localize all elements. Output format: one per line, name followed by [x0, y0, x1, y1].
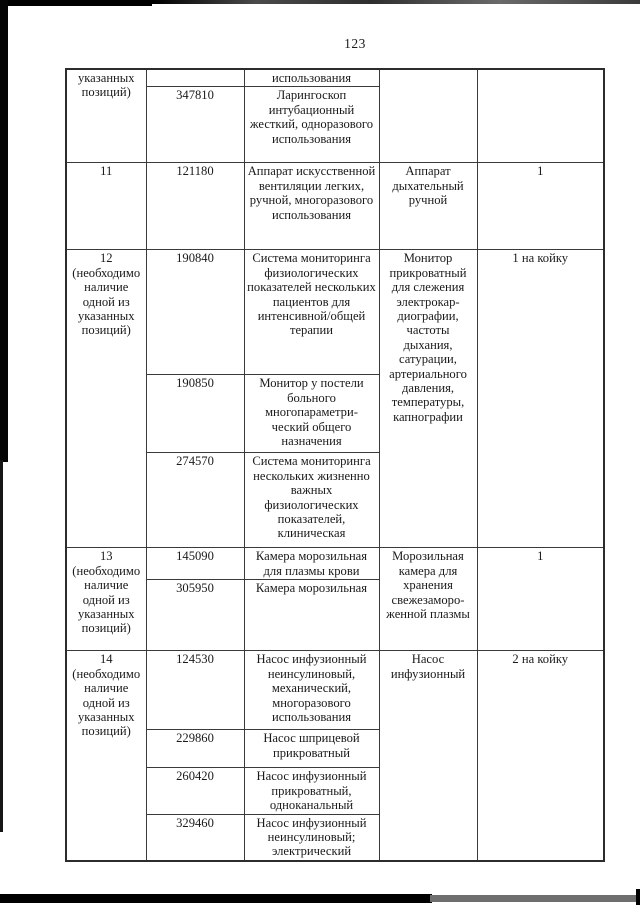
scan-artifact-left-bar	[0, 0, 8, 462]
name-cell: Насос инфузионный неинсулиновый; электрический	[244, 814, 379, 861]
name-cell: Камера морозильная	[244, 580, 379, 651]
scan-artifact-bottom-bar	[0, 894, 432, 903]
quantity-cell	[477, 69, 604, 163]
table-row	[66, 651, 604, 730]
page-number: 123	[344, 36, 366, 51]
quantity-cell: 1	[477, 163, 604, 250]
code-cell: 229860	[146, 730, 244, 768]
quantity-cell: 1 на койку	[477, 250, 604, 548]
scan-artifact-bottom-bar-gray	[430, 895, 640, 902]
table-row	[66, 548, 604, 580]
name-cell: Насос инфузионный неинсулиновый, механический, многоразового использования	[244, 651, 379, 730]
code-cell: 329460	[146, 814, 244, 861]
code-cell: 274570	[146, 453, 244, 548]
name-cell: Аппарат искусственной вентиляции легких, ручной, многоразового использования	[244, 163, 379, 250]
name-cell: использования	[244, 69, 379, 87]
name-cell: Насос инфузионный прикроватный, одноканальный	[244, 768, 379, 814]
code-cell: 124530	[146, 651, 244, 730]
code-cell: 260420	[146, 768, 244, 814]
scan-artifact-top-strip	[0, 0, 640, 4]
position-cell: 14 (необходимо наличие одной из указанных позиций)	[66, 651, 146, 861]
code-cell	[146, 69, 244, 87]
code-cell: 121180	[146, 163, 244, 250]
table-row	[66, 163, 604, 250]
position-cell: указанных позиций)	[66, 69, 146, 163]
position-cell: 11	[66, 163, 146, 250]
generic-name-cell: Морозильная камера для хранения свежезаморо-женной плазмы	[379, 548, 477, 651]
scan-artifact-top-left	[0, 0, 152, 6]
generic-name-cell: Аппарат дыхательный ручной	[379, 163, 477, 250]
code-cell: 190850	[146, 375, 244, 453]
name-cell: Система мониторинга физиологических показателей нескольких пациентов для интенсивной/общей терапии	[244, 250, 379, 375]
quantity-cell: 1	[477, 548, 604, 651]
scan-artifact-left-bar-thin	[0, 460, 3, 832]
code-cell: 305950	[146, 580, 244, 651]
generic-name-cell: Насос инфузионный	[379, 651, 477, 861]
name-cell: Монитор у постели больного многопараметри-ческий общего назначения	[244, 375, 379, 453]
position-cell: 13 (необходимо наличие одной из указанных позиций)	[66, 548, 146, 651]
table-row	[66, 250, 604, 375]
generic-name-cell	[379, 69, 477, 163]
quantity-cell: 2 на койку	[477, 651, 604, 861]
name-cell: Ларингоскоп интубационный жесткий, одноразового использования	[244, 87, 379, 163]
code-cell: 190840	[146, 250, 244, 375]
generic-name-cell: Монитор прикроватный для слежения электрокар-диографии, частоты дыхания, сатурации, артериального давления, температуры, капнографии	[379, 250, 477, 548]
code-cell: 347810	[146, 87, 244, 163]
name-cell: Насос шприцевой прикроватный	[244, 730, 379, 768]
name-cell: Система мониторинга нескольких жизненно важных физиологических показателей, клиническая	[244, 453, 379, 548]
equipment-table	[65, 68, 605, 862]
code-cell: 145090	[146, 548, 244, 580]
name-cell: Камера морозильная для плазмы крови	[244, 548, 379, 580]
position-cell: 12 (необходимо наличие одной из указанных позиций)	[66, 250, 146, 548]
table-row	[66, 69, 604, 87]
scan-artifact-corner-mark	[636, 889, 640, 905]
